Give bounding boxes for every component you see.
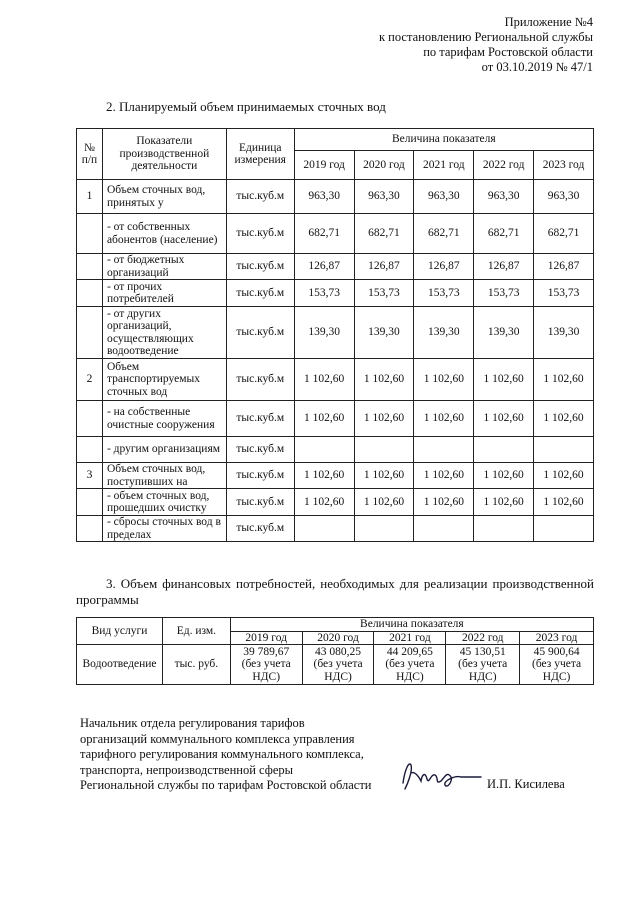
value-cell xyxy=(414,437,474,463)
table-row xyxy=(77,645,594,685)
value-cell: 43 080,25 (без учета НДС) xyxy=(302,645,374,685)
table-row xyxy=(77,214,594,254)
row-number-cell xyxy=(77,489,103,516)
value-cell xyxy=(294,437,354,463)
col-header-year: 2022 год xyxy=(474,151,534,180)
col-header-value: Величина показателя xyxy=(294,129,593,151)
unit-cell: тыс. руб. xyxy=(162,645,230,685)
indicator-cell: - другим организациям xyxy=(102,437,226,463)
col-header-year: 2023 год xyxy=(520,631,594,645)
value-cell: 1 102,60 xyxy=(414,359,474,401)
value-cell: 1 102,60 xyxy=(354,359,414,401)
table-row xyxy=(77,516,594,542)
row-number-cell: 1 xyxy=(77,180,103,214)
signatory-title-line: тарифного регулирования коммунального комплекса, xyxy=(80,747,364,761)
value-cell: 1 102,60 xyxy=(294,463,354,489)
value-cell: 153,73 xyxy=(294,280,354,307)
row-number-cell xyxy=(77,401,103,437)
appendix-number: Приложение №4 xyxy=(504,15,593,29)
service-cell: Водоотведение xyxy=(77,645,163,685)
signature-block xyxy=(80,716,371,794)
col-header-service: Вид услуги xyxy=(77,618,163,645)
value-cell: 153,73 xyxy=(354,280,414,307)
unit-cell: тыс.куб.м xyxy=(226,516,294,542)
value-cell xyxy=(414,516,474,542)
value-cell: 1 102,60 xyxy=(474,489,534,516)
col-header-unit: Единица измерения xyxy=(226,129,294,180)
value-cell: 1 102,60 xyxy=(414,463,474,489)
row-number-cell: 2 xyxy=(77,359,103,401)
indicator-cell: Объем сточных вод, поступивших на xyxy=(102,463,226,489)
col-header-year: 2021 год xyxy=(414,151,474,180)
indicator-cell: - на собственные очистные сооружения xyxy=(102,401,226,437)
value-cell: 963,30 xyxy=(354,180,414,214)
value-cell: 126,87 xyxy=(354,254,414,280)
row-number-cell xyxy=(77,280,103,307)
indicator-cell: - от бюджетных организаций xyxy=(102,254,226,280)
section-2-title: 2. Планируемый объем принимаемых сточных вод xyxy=(106,99,386,114)
value-cell: 963,30 xyxy=(534,180,594,214)
value-cell: 126,87 xyxy=(294,254,354,280)
unit-cell: тыс.куб.м xyxy=(226,437,294,463)
value-cell: 963,30 xyxy=(474,180,534,214)
table-row xyxy=(77,180,594,214)
value-cell: 1 102,60 xyxy=(474,401,534,437)
value-cell: 1 102,60 xyxy=(414,401,474,437)
value-cell xyxy=(354,437,414,463)
row-number-cell xyxy=(77,516,103,542)
signatory-title-line: организаций коммунального комплекса управления xyxy=(80,731,355,746)
value-cell: 1 102,60 xyxy=(534,463,594,489)
value-cell: 1 102,60 xyxy=(474,359,534,401)
table-row xyxy=(77,437,594,463)
value-cell xyxy=(354,516,414,542)
value-cell: 1 102,60 xyxy=(534,401,594,437)
indicator-cell: - от прочих потребителей xyxy=(102,280,226,307)
value-cell: 1 102,60 xyxy=(294,489,354,516)
value-cell: 1 102,60 xyxy=(534,489,594,516)
document-header xyxy=(379,15,593,75)
value-cell: 1 102,60 xyxy=(294,359,354,401)
unit-cell: тыс.куб.м xyxy=(226,489,294,516)
indicator-cell: - объем сточных вод, прошедших очистку xyxy=(102,489,226,516)
table-row xyxy=(77,359,594,401)
signatory-title-line: Начальник отдела регулирования тарифов xyxy=(80,716,305,730)
signer-name: И.П. Кисилева xyxy=(487,777,565,791)
col-header-value: Величина показателя xyxy=(230,618,593,632)
value-cell xyxy=(294,516,354,542)
signatory-title-line: Региональной службы по тарифам Ростовской области xyxy=(80,778,372,792)
value-cell: 1 102,60 xyxy=(354,489,414,516)
value-cell xyxy=(474,437,534,463)
table-row xyxy=(77,307,594,359)
signatory-title-line: транспорта, непроизводственной сферы xyxy=(80,762,294,777)
col-header-year: 2020 год xyxy=(354,151,414,180)
wastewater-volume-table xyxy=(76,128,594,542)
row-number-cell xyxy=(77,254,103,280)
value-cell: 1 102,60 xyxy=(534,359,594,401)
table-row xyxy=(77,254,594,280)
indicator-cell: Объем транспортируемых сточных вод xyxy=(102,359,226,401)
value-cell: 682,71 xyxy=(354,214,414,254)
value-cell: 682,71 xyxy=(414,214,474,254)
value-cell: 682,71 xyxy=(474,214,534,254)
col-header-num: № п/п xyxy=(77,129,103,180)
value-cell: 126,87 xyxy=(534,254,594,280)
value-cell: 45 130,51 (без учета НДС) xyxy=(446,645,520,685)
col-header-year: 2019 год xyxy=(230,631,302,645)
value-cell: 1 102,60 xyxy=(474,463,534,489)
table-row xyxy=(77,489,594,516)
col-header-year: 2019 год xyxy=(294,151,354,180)
col-header-unit: Ед. изм. xyxy=(162,618,230,645)
value-cell: 45 900,64 (без учета НДС) xyxy=(520,645,594,685)
value-cell: 682,71 xyxy=(534,214,594,254)
unit-cell: тыс.куб.м xyxy=(226,254,294,280)
indicator-cell: - сбросы сточных вод в пределах xyxy=(102,516,226,542)
unit-cell: тыс.куб.м xyxy=(226,214,294,254)
value-cell: 153,73 xyxy=(534,280,594,307)
handwritten-signature xyxy=(395,755,485,795)
value-cell: 44 209,65 (без учета НДС) xyxy=(374,645,446,685)
indicator-cell: Объем сточных вод, принятых у xyxy=(102,180,226,214)
appendix-date: от 03.10.2019 № 47/1 xyxy=(481,60,593,74)
value-cell: 153,73 xyxy=(414,280,474,307)
indicator-cell: - от собственных абонентов (население) xyxy=(102,214,226,254)
table-row xyxy=(77,401,594,437)
appendix-ref-line: по тарифам Ростовской области xyxy=(423,45,593,59)
section-3-title: 3. Объем финансовых потребностей, необходимых для реализации производственной программы xyxy=(76,576,594,607)
col-header-indicator: Показатели производственной деятельности xyxy=(102,129,226,180)
value-cell: 139,30 xyxy=(474,307,534,359)
unit-cell: тыс.куб.м xyxy=(226,180,294,214)
table-row xyxy=(77,463,594,489)
value-cell: 963,30 xyxy=(414,180,474,214)
value-cell: 139,30 xyxy=(414,307,474,359)
value-cell: 126,87 xyxy=(414,254,474,280)
unit-cell: тыс.куб.м xyxy=(226,401,294,437)
col-header-year: 2022 год xyxy=(446,631,520,645)
unit-cell: тыс.куб.м xyxy=(226,463,294,489)
value-cell xyxy=(534,437,594,463)
row-number-cell: 3 xyxy=(77,463,103,489)
col-header-year: 2023 год xyxy=(534,151,594,180)
value-cell xyxy=(534,516,594,542)
col-header-year: 2020 год xyxy=(302,631,374,645)
value-cell xyxy=(474,516,534,542)
value-cell: 682,71 xyxy=(294,214,354,254)
value-cell: 963,30 xyxy=(294,180,354,214)
value-cell: 139,30 xyxy=(354,307,414,359)
value-cell: 139,30 xyxy=(534,307,594,359)
unit-cell: тыс.куб.м xyxy=(226,280,294,307)
unit-cell: тыс.куб.м xyxy=(226,359,294,401)
value-cell: 1 102,60 xyxy=(414,489,474,516)
value-cell: 1 102,60 xyxy=(294,401,354,437)
row-number-cell xyxy=(77,437,103,463)
value-cell: 126,87 xyxy=(474,254,534,280)
row-number-cell xyxy=(77,307,103,359)
unit-cell: тыс.куб.м xyxy=(226,307,294,359)
table-row xyxy=(77,280,594,307)
appendix-ref-line: к постановлению Региональной службы xyxy=(378,30,593,44)
value-cell: 1 102,60 xyxy=(354,463,414,489)
value-cell: 139,30 xyxy=(294,307,354,359)
col-header-year: 2021 год xyxy=(374,631,446,645)
value-cell: 1 102,60 xyxy=(354,401,414,437)
financial-needs-table xyxy=(76,617,594,685)
row-number-cell xyxy=(77,214,103,254)
value-cell: 39 789,67 (без учета НДС) xyxy=(230,645,302,685)
value-cell: 153,73 xyxy=(474,280,534,307)
indicator-cell: - от других организаций, осуществляющих водоотведение xyxy=(102,307,226,359)
